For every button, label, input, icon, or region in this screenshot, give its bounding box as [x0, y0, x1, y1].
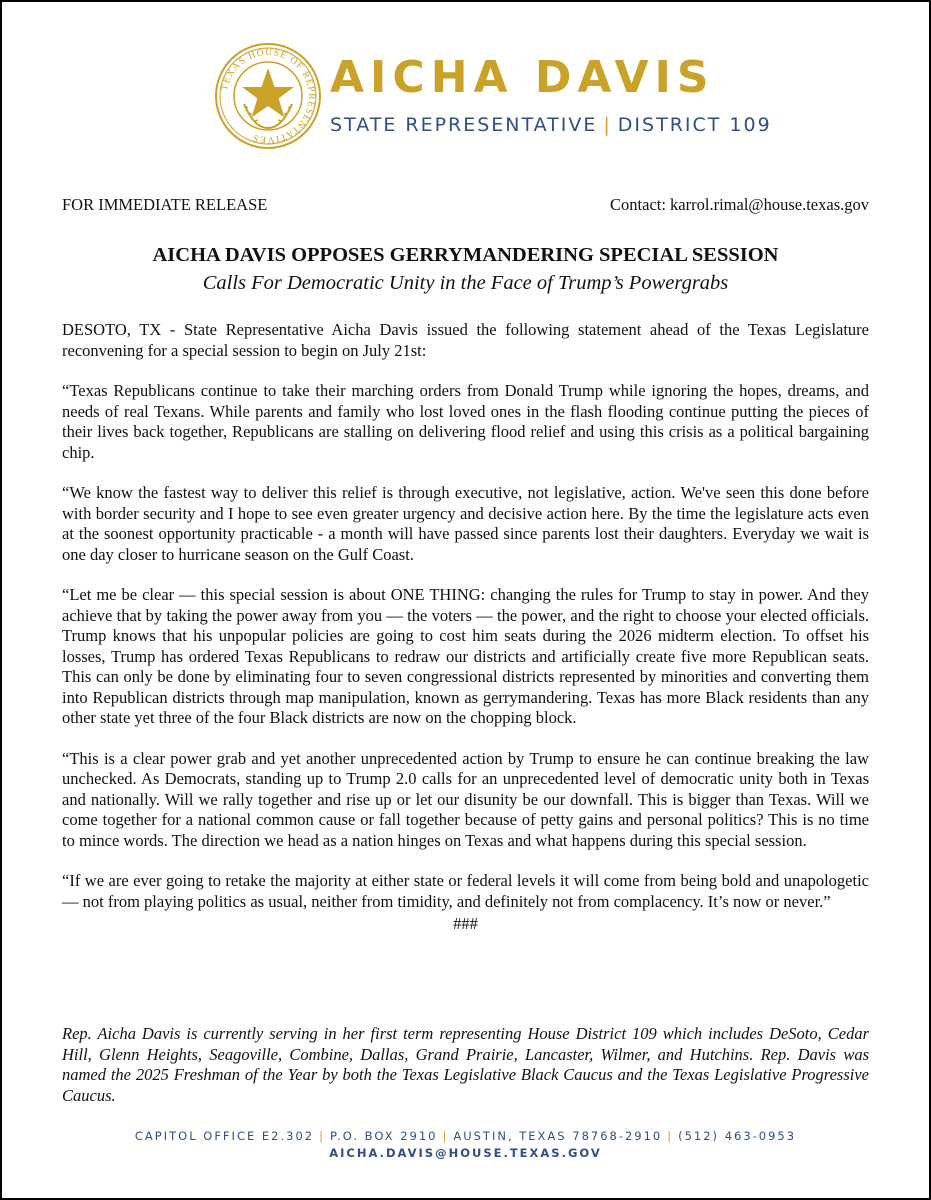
svg-text:TEXAS HOUSE OF REPRESENTATIVES: TEXAS HOUSE OF REPRESENTATIVES: [220, 47, 317, 145]
paragraph-quote-4: “This is a clear power grab and yet another unprecedented action by Trump to ensure he can continue breaking the law unchecked. As Democrats, standing up to Trump 2.0 calls for an unprecedented level of democratic unity both in Texas and nationally. Will we rally together and rise up or let our disunity be our downfall. This is bigger than Texas. Will we come together for a national common cause or fall together because of petty gains and personal politics? This is no time to mince words. The direction we head as a nation hinges on Texas and what happens during this special session.: [62, 748, 869, 850]
footer-separator: |: [442, 1129, 449, 1143]
representative-name: AICHA DAVIS: [330, 52, 715, 103]
footer-address-line: [2, 1129, 929, 1143]
paragraph-quote-1: “Texas Republicans continue to take their marching orders from Donald Trump while ignoring the hopes, dreams, and needs of real Texans. While parents and family who lost loved ones in the flash flooding continue putting the pieces of their lives back together, Republicans are stalling on delivering flood relief and using this crisis as a political bargaining chip.: [62, 381, 869, 462]
footer-office: CAPITOL OFFICE E2.302: [134, 1129, 315, 1143]
headline: AICHA DAVIS OPPOSES GERRYMANDERING SPECIAL SESSION: [152, 244, 779, 266]
footer-separator: |: [667, 1129, 674, 1143]
paragraph-quote-2: “We know the fastest way to deliver this relief is through executive, not legislative, action. We've seen this done before with border security and I hope to see even greater urgency and decisive action here. By the time the legislature acts even at the soonest opportunity practicable - a month will have passed since parents lost their daughters. Everyday we wait is one day closer to hurricane season on the Gulf Coast.: [62, 483, 869, 564]
paragraph-intro: DESOTO, TX - State Representative Aicha Davis issued the following statement ahead of the Texas Legislature reconvening for a special session to begin on July 21st:: [62, 320, 869, 360]
release-row: [62, 195, 869, 215]
bio-paragraph: Rep. Aicha Davis is currently serving in her first term representing House District 109 which includes DeSoto, Cedar Hill, Glenn Heights, Seagoville, Combine, Dallas, Grand Prairie, Lancaster, Wilmer, and Hutchins. Rep. Davis was named the 2025 Freshman of the Year by both the Texas Legislative Black Caucus and the Texas Legislative Progressive Caucus.: [62, 1024, 869, 1105]
footer-email: AICHA.DAVIS@HOUSE.TEXAS.GOV: [329, 1146, 602, 1160]
paragraph-quote-3: “Let me be clear — this special session is about ONE THING: changing the rules for Trump to stay in power. And they achieve that by taking the power away from you — the voters — the power, and the right to choose your elected officials. Trump knows that his unpopular policies are going to cost him seats during the 2026 midterm election. To offset his losses, Trump has ordered Texas Republicans to redraw our districts and artificially create five more Republican seats. This can only be done by eliminating four to seven congressional districts represented by minorities and converting them into Republican districts through map manipulation, known as gerrymandering. Texas has more Black residents than any other state yet three of the four Black districts are now on the chopping block.: [62, 585, 869, 727]
footer-city: AUSTIN, TEXAS 78768-2910: [453, 1129, 663, 1143]
title-text: STATE REPRESENTATIVE: [330, 114, 598, 136]
release-label: FOR IMMEDIATE RELEASE: [62, 195, 268, 214]
footer-separator: |: [319, 1129, 325, 1143]
representative-title: [330, 114, 772, 136]
footer: [2, 1129, 929, 1160]
district-text: DISTRICT 109: [617, 114, 772, 136]
paragraph-quote-5: “If we are ever going to retake the majority at either state or federal levels it will come from being bold and unapologetic — not from playing politics as usual, neither from timidity, and definitely not from complacency. It’s now or never.”: [62, 871, 869, 911]
texas-house-seal-icon: [214, 42, 322, 150]
footer-po-box: P.O. BOX 2910: [329, 1129, 438, 1143]
release-body: [62, 320, 869, 935]
footer-phone: (512) 463-0953: [678, 1129, 797, 1143]
end-mark: ###: [453, 914, 478, 933]
subheadline: Calls For Democratic Unity in the Face of Trump’s Powergrabs: [202, 272, 729, 294]
contact-info: Contact: karrol.rimal@house.texas.gov: [610, 195, 869, 214]
title-separator: |: [603, 114, 612, 136]
letterhead: [214, 42, 772, 150]
